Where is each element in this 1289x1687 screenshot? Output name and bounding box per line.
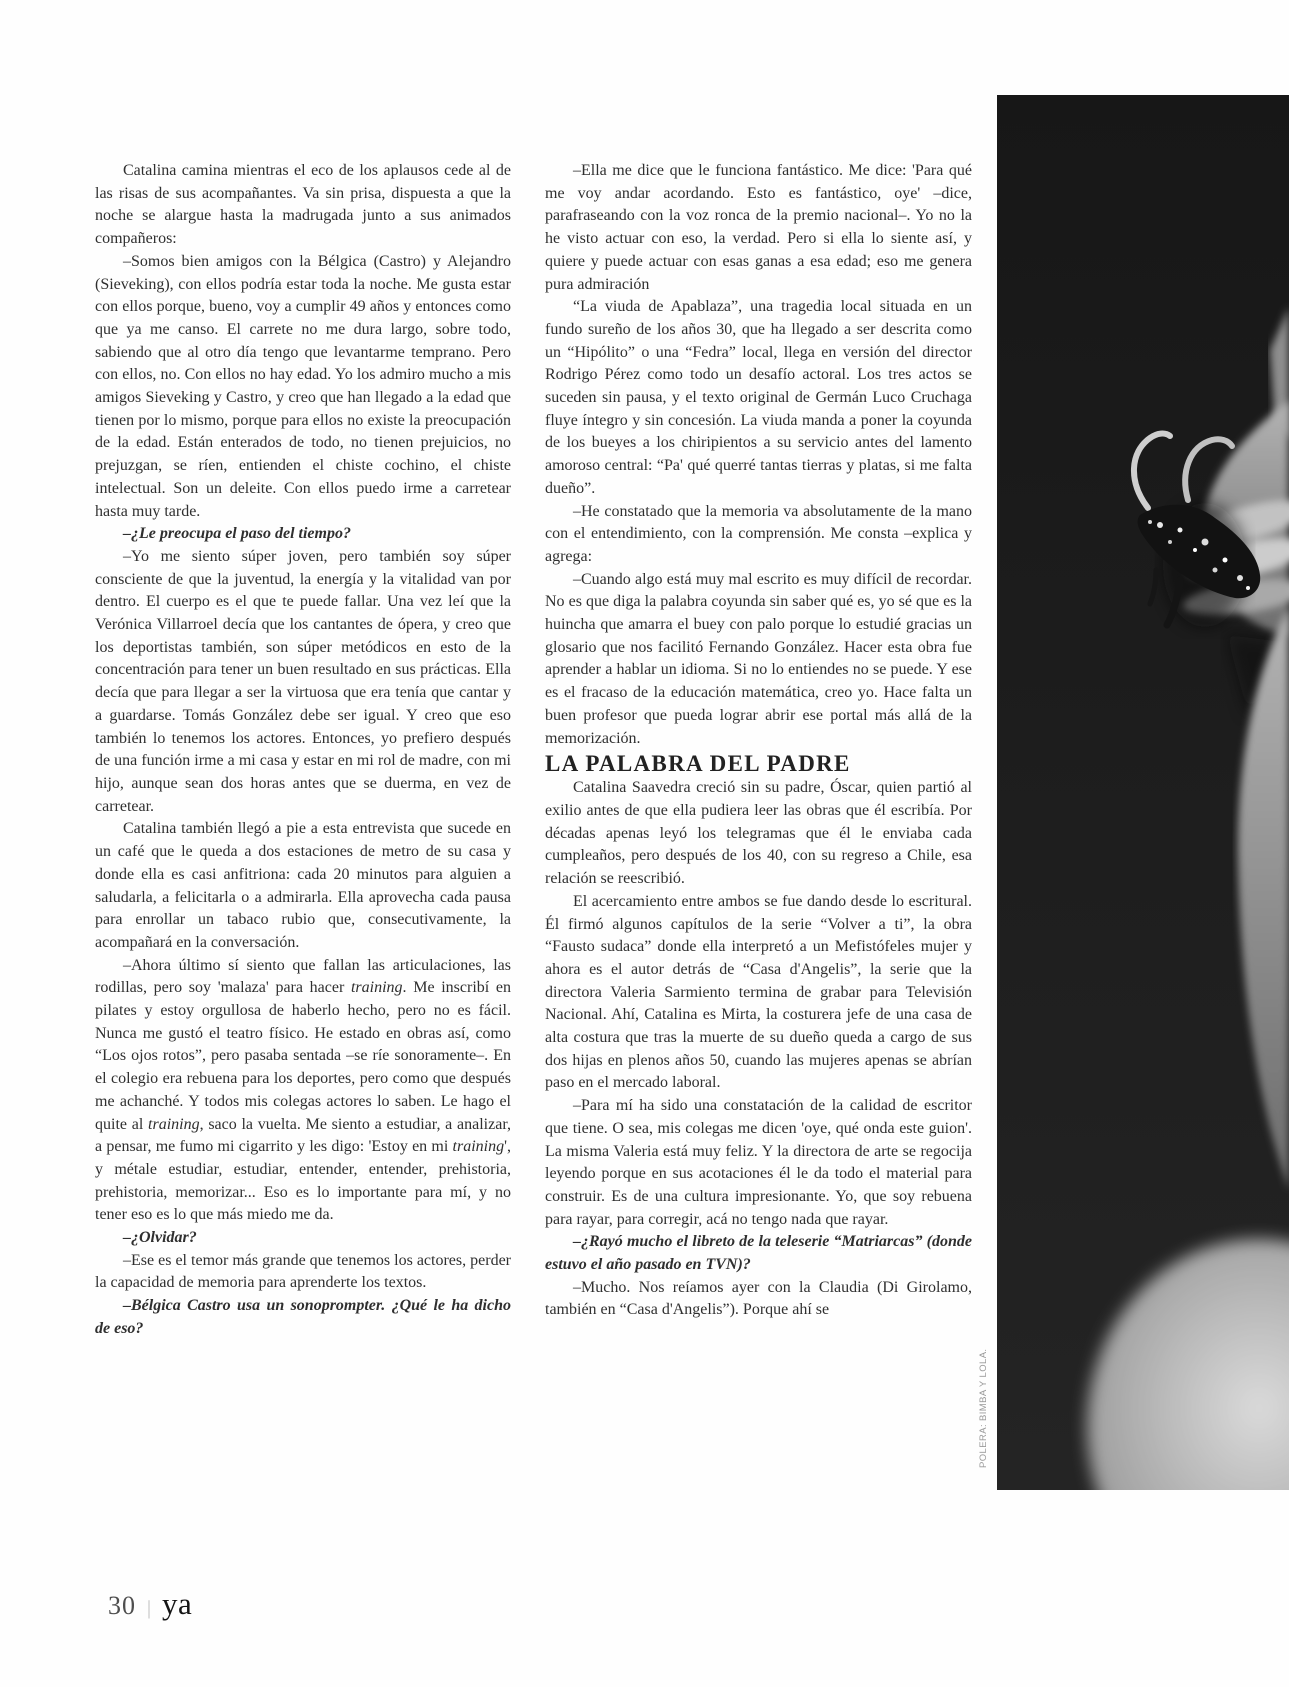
interview-question: –Bélgica Castro usa un sonoprompter. ¿Qué le ha dicho de eso? [95,1297,511,1337]
interview-question: –¿Rayó mucho el libreto de la teleserie “Matriarcas” (donde estuvo el año pasado en TVN)? [545,1233,972,1274]
body-paragraph: Catalina también llegó a pie a esta entrevista que sucede en un café que le queda a dos estaciones de metro de su casa y donde ella es casi anfitriona: cada 20 minutos para alguien a saludarla, a felicitarla o a admirarla. Ella aprovecha cada pausa para enrollar un tabaco rubio que, consecutivamente, la acompañará en la conversación. [95,820,511,951]
body-paragraph: El acercamiento entre ambos se fue dando desde lo escritural. Él firmó algunos capítulos de la serie “Volver a ti”, la obra “Fausto sudaca” donde ella interpretó a un Mefistófeles mujer y ahora es el autor detrás de “Casa d'Angelis”, la serie que la directora Valeria Sarmiento termina de grabar para Televisión Nacional. Ahí, Catalina es Mirta, la costurera jefe de una casa de alta costura que tras la muerte de su dueño queda a cargo de sus dos hijas en plenos años 50, cuando las mujeres apenas se abrían paso en el mercado laboral. [545,892,972,1092]
body-paragraph: –Mucho. Nos reíamos ayer con la Claudia (Di Girolamo, también en “Casa d'Angelis”). Porque ahí se [545,1278,972,1319]
body-paragraph: –Cuando algo está muy mal escrito es muy difícil de recordar. No es que diga la palabra coyunda sin saber qué es, yo sé que es la huincha que amarra el buey con palo porque lo estudié gracias un glosario que nos facilitó Fernando González. Hacer esta obra fue aprender a hablar un idioma. Si no lo entiendes no se puede. Y ese es el fracaso de la educación matemática, creo yo. Hace falta un buen profesor que pueda lograr abrir ese portal más allá de la memorización. [545,570,972,747]
body-paragraph: –Somos bien amigos con la Bélgica (Castro) y Alejandro (Sieveking), con ellos podría estar toda la noche. Me gusta estar con ellos porque, bueno, voy a cumplir 49 años y entonces como que ya me canso. El carrete no me dura largo, sobre todo, sabiendo que al otro día tengo que levantarme temprano. Pero con ellos, no. Con ellos no hay edad. Yo los admiro mucho a mis amigos Sieveking y Castro, y creo que han llegado a la edad que tienen por lo mismo, porque para ellos no existe la preocupación de la edad. Están enterados de todo, no tienen prejuicios, no prejuzgan, se ríen, entienden el chiste cochino, el chiste intelectual. Son un deleite. Con ellos puedo irme a carretear hasta muy tarde. [95,252,511,520]
body-paragraph: Catalina camina mientras el eco de los aplausos cede al de las risas de sus acompañantes. Va sin prisa, dispuesta a que la noche se alargue hasta la madrugada junto a sus animados compañeros: [95,162,511,248]
body-paragraph: –Ahora último sí siento que fallan las articulaciones, las rodillas, pero soy 'malaza' para hacer training. Me inscribí en pilates y estoy orgullosa de haberlo hecho, pero no es fácil. Nunca me gustó el teatro físico. He estado en obras así, como “Los ojos rotos”, pero pasaba sentada –se ríe sonoramente–. En el colegio era rebuena para los deportes, pero como que después me achanché. Y todos mis colegas actores lo saben. Le hago el quite al training, saco la vuelta. Me siento a estudiar, a analizar, a pensar, me fumo mi cigarrito y les digo: 'Estoy en mi training', y métale estudiar, estudiar, entender, entender, prehistoria, prehistoria, memorizar... Eso es lo importante para mí, y no tener eso es lo que más miedo me da. [95,956,512,1224]
page-footer [108,1586,192,1622]
interview-question: –¿Le preocupa el paso del tiempo? [123,525,351,543]
body-paragraph: –Ese es el temor más grande que tenemos los actores, perder la capacidad de memoria para aprenderte los textos. [95,1251,511,1292]
interview-question: –¿Olvidar? [123,1229,197,1247]
footer-divider-icon: | [147,1597,152,1619]
body-paragraph: –Para mí ha sido una constatación de la calidad de escritor que tiene. O sea, mis colegas me dicen 'oye, qué onda este guion'. La misma Valeria está muy feliz. Y la directora de arte se regocija leyendo porque en sus acotaciones él le da todo el material para construir. Es de una cultura impresionante. Yo, que soy rebuena para rayar, para corregir, acá no tengo nada que rayar. [545,1097,972,1228]
body-paragraph: –Yo me siento súper joven, pero también soy súper consciente de que la juventud, la energía y la vitalidad van por dentro. El cuerpo es el que te puede fallar. Una vez leí que la Verónica Villarroel decía que los cantantes de ópera, y creo que los deportistas también, son súper metódicos en esto de la concentración para tener un buen resultado en sus prácticas. Ella decía que para llegar a ser la virtuosa que era tenía que cantar y a guardarse. Tomás González debe ser igual. Y creo que eso también lo tenemos los actores. Entonces, yo prefiero después de una función irme a mi casa y estar en mi rol de madre, con mi hijo, aunque sean dos horas antes que se duerma, en vez de carretear. [95,547,511,815]
article-column-left [95,160,511,1341]
portrait-photo [997,95,1289,1490]
body-paragraph: Catalina Saavedra creció sin su padre, Óscar, quien partió al exilio antes de que ella pudiera leer las obras que él escribía. Por décadas apenas leyó los telegramas que él le enviaba cada cumpleaños, pero después de los 40, con su regreso a Chile, esa relación se reescribió. [545,779,972,888]
magazine-logo: ya [162,1586,193,1621]
photo-credit-caption: POLERA: BIMBA Y LOLA. [978,1348,989,1468]
section-heading: LA PALABRA DEL PADRE [545,751,851,777]
article-column-right [545,160,972,1322]
body-paragraph: –He constatado que la memoria va absolutamente de la mano con el entendimiento, con la comprensión. Me consta –explica y agrega: [545,502,972,565]
page-number: 30 [108,1591,136,1620]
portrait-photo-art [997,95,1289,1490]
body-paragraph: “La viuda de Apablaza”, una tragedia local situada en un fundo sureño de los años 30, que ha llegado a ser descrita como un “Hipólito” o una “Fedra” local, llega en versión del director Rodrigo Pérez como todo un desafío actoral. Los tres actos se suceden sin pausa, y el texto original de Germán Luco Cruchaga fluye íntegro y sin concesión. La viuda manda a poner la coyunda de los bueyes a los chiripientos a su servicio antes del lamento amoroso central: “Pa' qué querré tantas tierras y platas, si me falta dueño”. [545,298,972,497]
body-paragraph: –Ella me dice que le funciona fantástico. Me dice: 'Para qué me voy andar acordando. Esto es fantástico, oye' –dice, parafraseando con la voz ronca de la premio nacional–. Yo no la he visto actuar con eso, la verdad. Pero si ella lo siente así, y quiere y puede actuar con esas ganas a esa edad; eso me genera pura admiración [545,162,972,293]
